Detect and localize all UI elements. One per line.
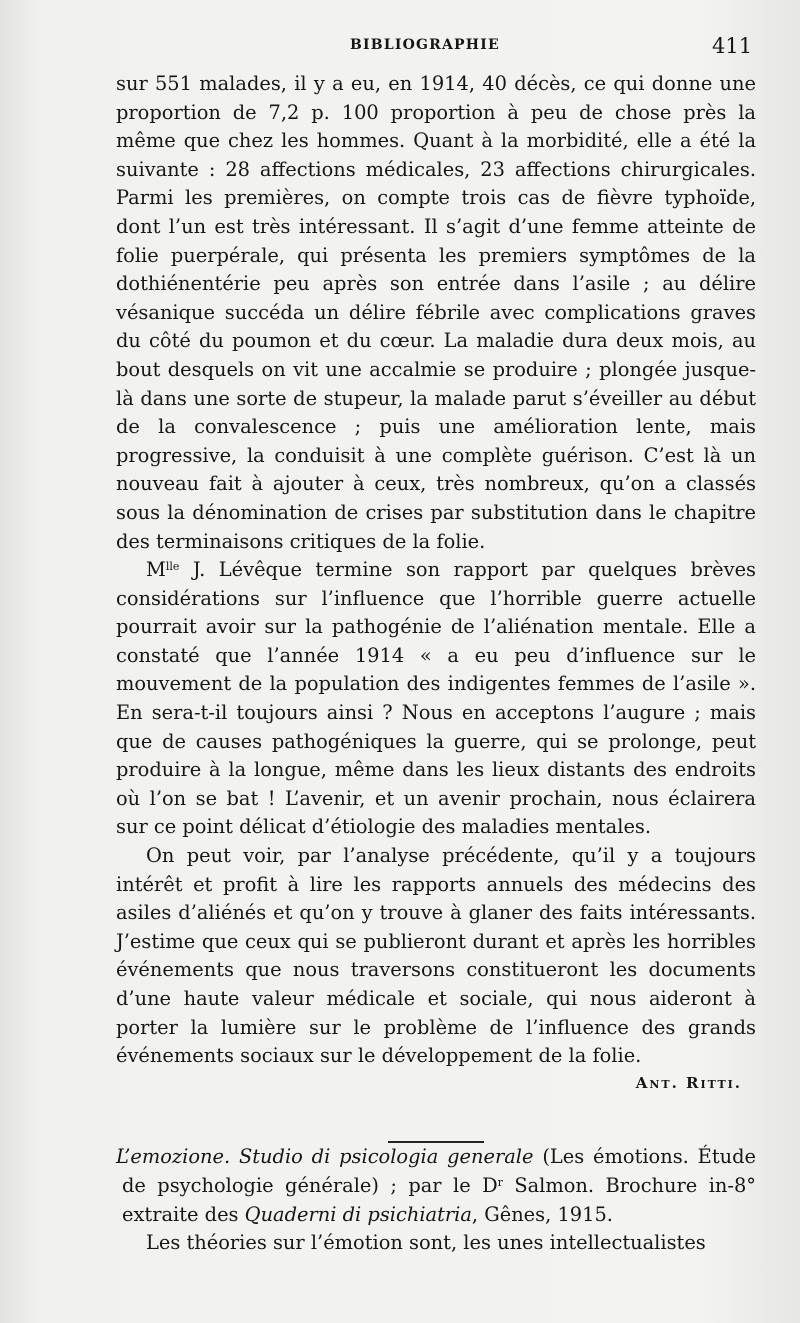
review-body-start: Les théories sur l’émotion sont, les unes intellectualistes bbox=[146, 1231, 706, 1255]
doctor-superscript: r bbox=[497, 1175, 503, 1189]
paragraph-conclusion: On peut voir, par l’analyse précédente, qu’il y a toujours intérêt et profit à lire les rapports annuels des médecins des asiles d’aliénés et qu’on y trouve à glaner des faits intéressants. J’estime que ceux qui se publieront durant et après les horribles événements que nous traversons constitueront les documents d’une haute valeur médicale et sociale, qui nous aideront à porter la lumière sur le problème de l’influence des grands événements sociaux sur le développement de la folie. bbox=[116, 844, 756, 1068]
title-mlle-superscript: lle bbox=[165, 560, 180, 574]
author-signature: Ant. Ritti. bbox=[635, 1073, 742, 1092]
paragraph-leveque-text: J. Lévêque termine son rapport par quelques brèves considérations sur l’influence que l’horrible guerre actuelle pourrait avoir sur la pathogénie de l’aliénation mentale. Elle a constaté que l’année 1914 « a eu peu d’influence sur le mouvement de la population des indigentes femmes de l’asile ». En sera-t-il toujours ainsi ? Nous en acceptons l’augure ; mais que de causes pathogéniques la guerre, qui se prolonge, peut produire à la longue, même dans les lieux distants des endroits où l’on se bat ! L’avenir, et un avenir prochain, nous éclairera sur ce point délicat d’étiologie des maladies mentales. bbox=[116, 558, 756, 839]
review-title: L’emozione. Studio di psicologia generale bbox=[116, 1145, 534, 1169]
review-place-year: , Gênes, 1915. bbox=[471, 1202, 613, 1226]
paragraph-mortality: sur 551 malades, il y a eu, en 1914, 40 décès, ce qui donne une proportion de 7,2 p. 100 proportion à peu de chose près la même que chez les hommes. Quant à la morbidité, elle a été la suivante : 28 affections médicales, 23 affections chirurgicales. Parmi les premières, on compte trois cas de fièvre typhoïde, dont l’un est très intéressant. Il s’agit d’une femme atteinte de folie puerpérale, qui présenta les premiers symptômes de la dothiénentérie peu après son entrée dans l’asile ; au délire vésanique succéda un délire fébrile avec complications graves du côté du poumon et du cœur. La maladie dura deux mois, au bout desquels on vit une accalmie se produire ; plongée jusque-là dans une sorte de stupeur, la malade parut s’éveiller au début de la convalescence ; puis une amélioration lente, mais progressive, la conduisit à une complète guérison. C’est là un nouveau fait à ajouter à ceux, très nombreux, qu’on a classés sous la dénomination de crises par substitution dans le chapitre des terminaisons critiques de la folie. bbox=[116, 72, 756, 553]
review-journal: Quaderni di psichiatria bbox=[244, 1202, 472, 1226]
paragraph-leveque bbox=[116, 556, 756, 842]
review-citation bbox=[116, 1143, 756, 1229]
page-header bbox=[0, 34, 800, 58]
title-mlle: M bbox=[146, 558, 166, 582]
main-text-column bbox=[116, 70, 756, 1258]
page-number: 411 bbox=[712, 34, 753, 58]
running-head: BIBLIOGRAPHIE bbox=[350, 37, 500, 53]
review-subtitle: (Les émotions. Étude de psychologie générale) ; par le D bbox=[122, 1145, 756, 1197]
review-author: Salmon. Brochure in-8° extraite des bbox=[122, 1173, 756, 1226]
